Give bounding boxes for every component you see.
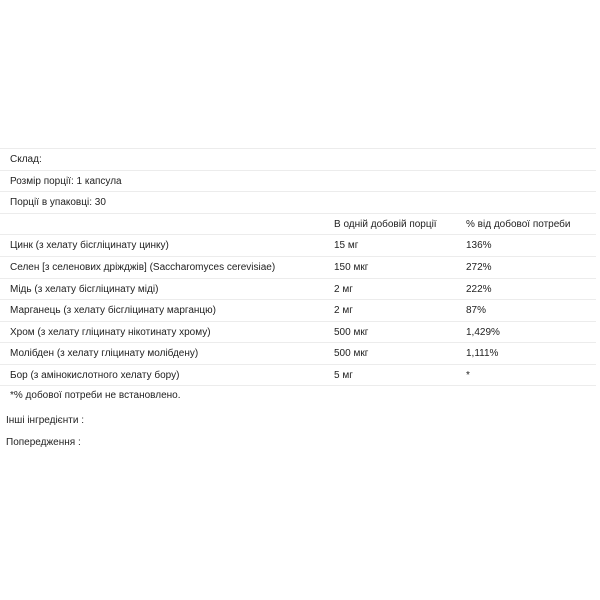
serving-size-row <box>0 170 596 192</box>
nutrient-name: Мідь (з хелату бісгліцинату міді) <box>10 283 159 295</box>
servings-per-container-row <box>0 191 596 213</box>
nutrient-daily-value: 1,111% <box>466 348 499 360</box>
nutrient-name: Бор (з амінокислотного хелату бору) <box>10 369 180 381</box>
table-row <box>0 299 596 321</box>
nutrient-name: Молібден (з хелату гліцинату молібдену) <box>10 348 199 360</box>
nutrient-amount: 500 мкг <box>334 348 369 360</box>
nutrient-name: Хром (з хелату гліцинату нікотинату хрому) <box>10 326 211 338</box>
nutrient-name: Селен [з селенових дріжджів] (Saccharomyces cerevisiae) <box>10 261 276 273</box>
serving-size: Розмір порції: 1 капсула <box>10 175 122 187</box>
servings-per-container: Порції в упаковці: 30 <box>10 197 106 209</box>
nutrient-daily-value: 87% <box>466 305 487 317</box>
nutrient-name: Марганець (з хелату бісгліцинату марганцю) <box>10 305 216 317</box>
nutrient-daily-value: 136% <box>466 240 492 252</box>
table-row <box>0 256 596 278</box>
other-ingredients-label: Інші інгредієнти : <box>6 415 85 426</box>
nutrient-daily-value: 1,429% <box>466 326 500 338</box>
nutrient-amount: 15 мг <box>334 240 359 252</box>
table-row <box>0 364 596 386</box>
composition-row <box>0 148 596 170</box>
column-header-row <box>0 213 596 235</box>
nutrient-amount: 150 мкг <box>334 261 369 273</box>
table-row <box>0 234 596 256</box>
daily-value-column-header: % від добової потреби <box>466 218 571 230</box>
table-row <box>0 342 596 364</box>
nutrient-amount: 5 мг <box>334 369 353 381</box>
nutrient-amount: 2 мг <box>334 305 353 317</box>
amount-column-header: В одній добовій порції <box>334 218 437 230</box>
composition-label: Склад: <box>10 154 42 165</box>
table-row <box>0 321 596 343</box>
nutrient-daily-value: 272% <box>466 261 492 273</box>
supplement-facts-table <box>0 148 596 386</box>
daily-value-footnote: *% добової потреби не встановлено. <box>10 390 181 401</box>
nutrient-amount: 500 мкг <box>334 326 369 338</box>
nutrient-daily-value: * <box>466 369 470 381</box>
nutrient-name: Цинк (з хелату бісгліцинату цинку) <box>10 240 169 252</box>
table-row <box>0 278 596 300</box>
nutrient-amount: 2 мг <box>334 283 353 295</box>
nutrient-daily-value: 222% <box>466 283 492 295</box>
warnings-label: Попередження : <box>6 437 81 448</box>
